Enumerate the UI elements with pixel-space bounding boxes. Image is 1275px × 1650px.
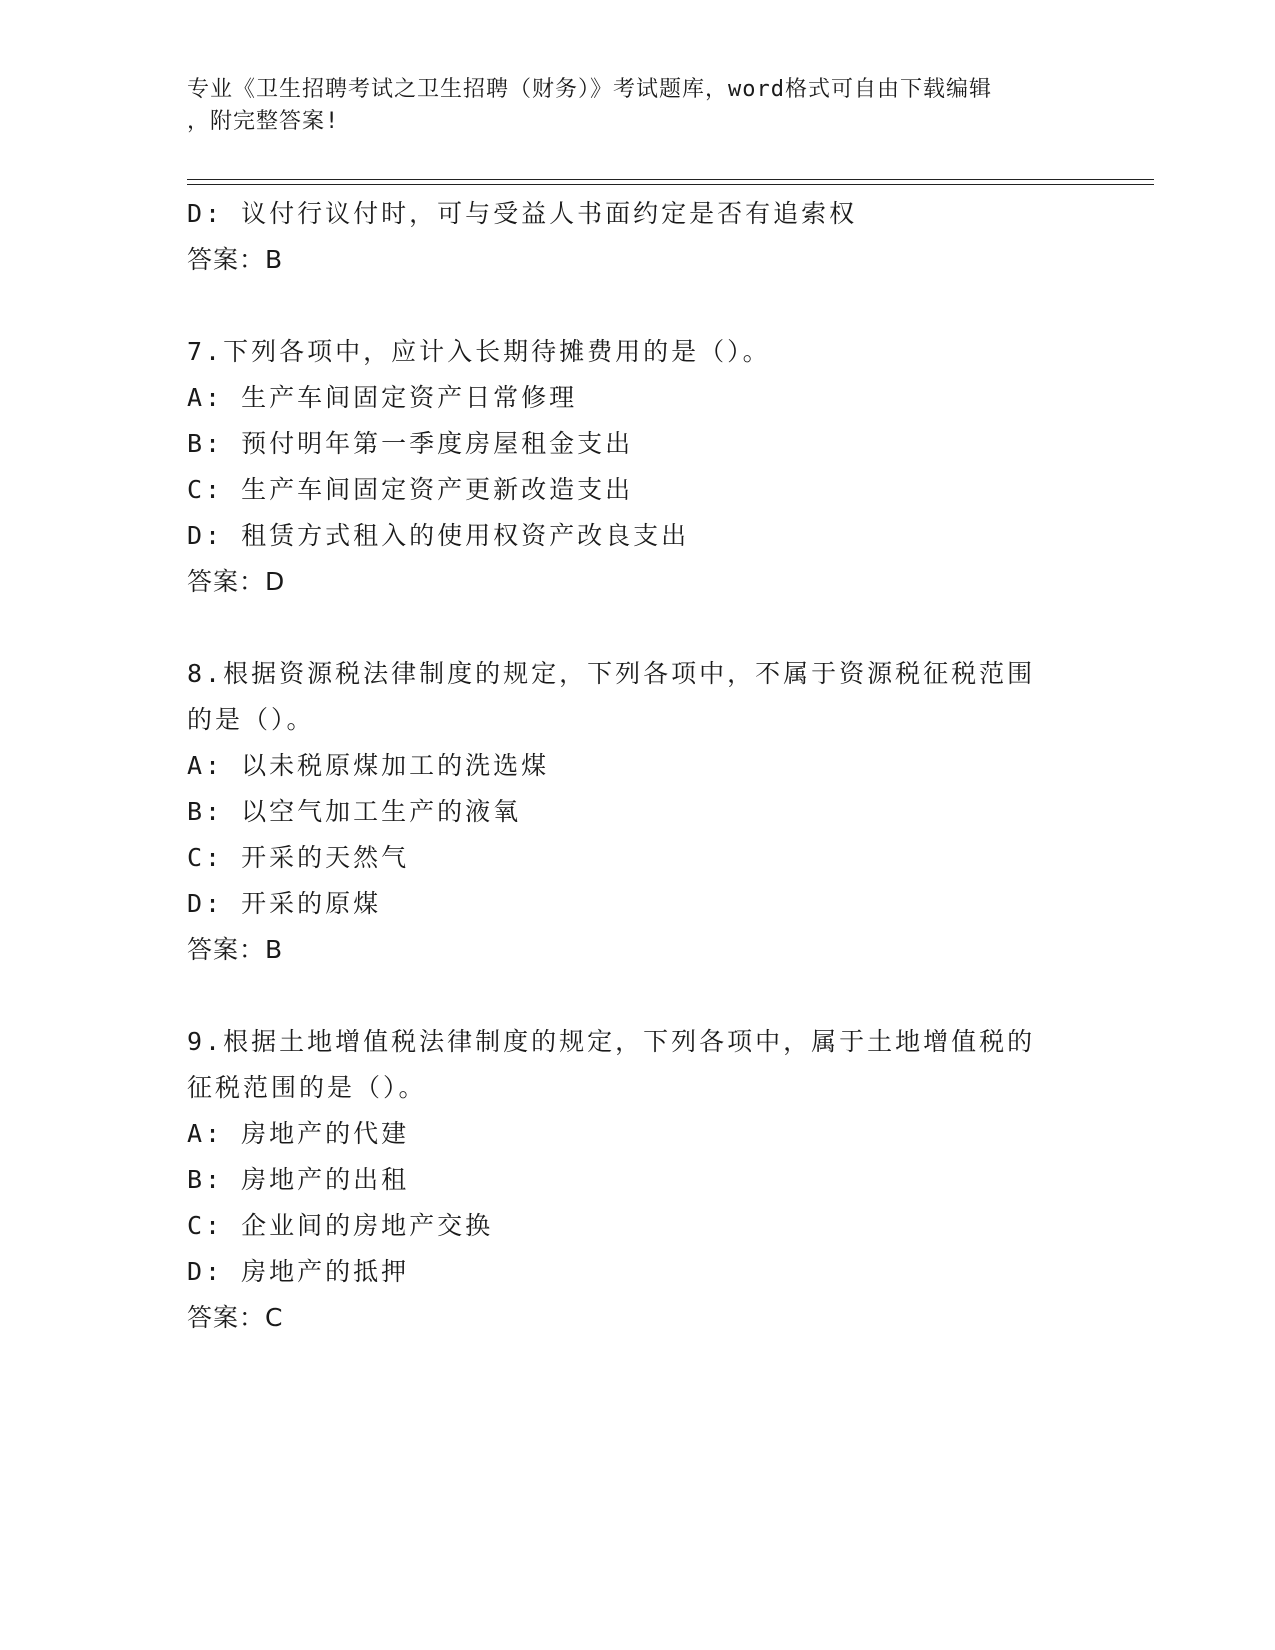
option-a: A: 生产车间固定资产日常修理: [187, 383, 578, 412]
question-stem-line-2: 征税范围的是（）。: [187, 1073, 427, 1102]
header-line-1: 专业《卫生招聘考试之卫生招聘（财务）》考试题库，word格式可自由下载编辑: [187, 77, 992, 102]
answer-line: 答案：C: [187, 1303, 284, 1332]
header-divider-bottom: [187, 184, 1154, 185]
option-b: B: 以空气加工生产的液氧: [187, 797, 522, 826]
option-b: B: 预付明年第一季度房屋租金支出: [187, 429, 634, 458]
option-d: D: 租赁方式租入的使用权资产改良支出: [187, 521, 690, 550]
option-c: C: 开采的天然气: [187, 843, 410, 872]
document-header: [187, 74, 1077, 138]
carryover-block: [187, 191, 1087, 283]
question-7: [187, 329, 1087, 605]
question-stem: 7.下列各项中，应计入长期待摊费用的是（）。: [187, 337, 771, 366]
header-line-2: ，附完整答案!: [187, 109, 340, 134]
question-stem-line-1: 8.根据资源税法律制度的规定，下列各项中，不属于资源税征税范围: [187, 659, 1036, 688]
header-divider-top: [187, 179, 1154, 180]
option-a: A: 以未税原煤加工的洗选煤: [187, 751, 550, 780]
question-stem-line-2: 的是（）。: [187, 705, 315, 734]
option-d: D: 房地产的抵押: [187, 1257, 410, 1286]
option-d: D: 开采的原煤: [187, 889, 382, 918]
option-d: D: 议付行议付时，可与受益人书面约定是否有追索权: [187, 199, 858, 228]
answer-line: 答案：B: [187, 245, 284, 274]
question-stem-line-1: 9.根据土地增值税法律制度的规定，下列各项中，属于土地增值税的: [187, 1027, 1036, 1056]
answer-line: 答案：B: [187, 935, 284, 964]
option-a: A: 房地产的代建: [187, 1119, 410, 1148]
option-c: C: 生产车间固定资产更新改造支出: [187, 475, 634, 504]
question-8: [187, 651, 1087, 973]
answer-line: 答案：D: [187, 567, 286, 596]
question-9: [187, 1019, 1087, 1341]
option-b: B: 房地产的出租: [187, 1165, 410, 1194]
option-c: C: 企业间的房地产交换: [187, 1211, 494, 1240]
document-body: [187, 191, 1087, 1341]
